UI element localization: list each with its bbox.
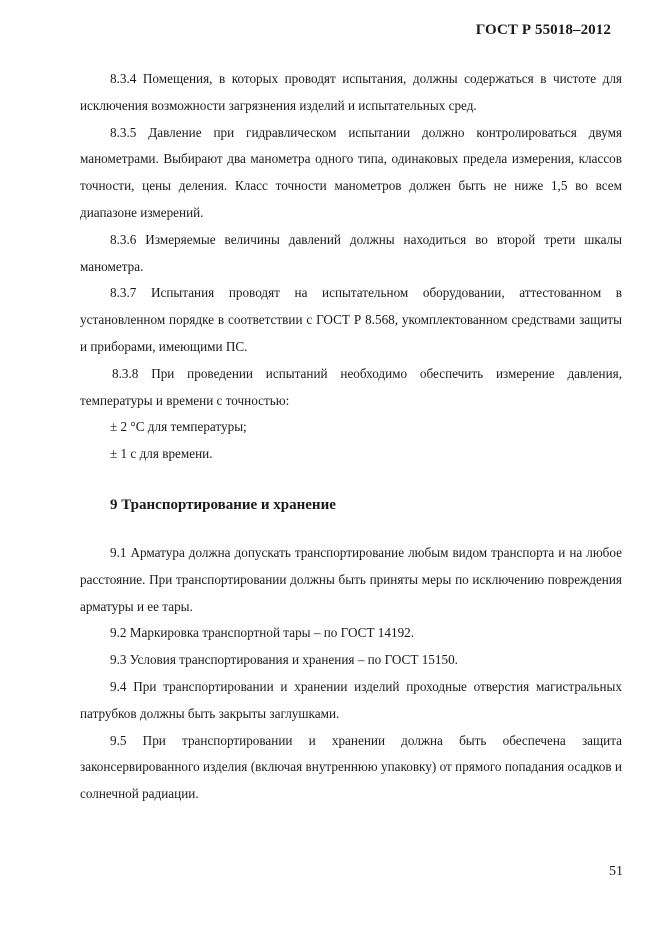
paragraph-8-3-6: 8.3.6 Измеряемые величины давлений должны находиться во второй трети шкалы манометра.: [80, 231, 622, 274]
paragraph-9-3: 9.3 Условия транспортирования и хранения – по ГОСТ 15150.: [110, 652, 458, 668]
section-heading: 9 Транспортирование и хранение: [110, 496, 336, 513]
paragraph-8-3-4: 8.3.4 Помещения, в которых проводят испытания, должны содержаться в чистоте для исключения возможности загрязнения изделий и испытательных сред.: [80, 71, 622, 113]
document-body: [80, 66, 622, 808]
tolerance-time: ± 1 с для времени.: [110, 446, 213, 462]
page-number: 51: [609, 864, 623, 879]
paragraph-8-3-8: 8.3.8 При проведении испытаний необходимо обеспечить измерение давления, температуры и времени с точностью:: [80, 365, 622, 408]
paragraph-8-3-5: 8.3.5 Давление при гидравлическом испытании должно контролироваться двумя манометрами. Выбирают два манометра одного типа, одинаковых предела измерения, классов точности, цены деления. Класс точности манометров должен быть не ниже 1,5 во всем диапазоне измерений.: [80, 124, 622, 220]
paragraph-9-5: 9.5 При транспортировании и хранении должна быть обеспечена защита законсервированного изделия (включая внутреннюю упаковку) от прямого попадания осадков и солнечной радиации.: [80, 732, 622, 802]
paragraph-9-4: 9.4 При транспортировании и хранении изделий проходные отверстия магистральных патрубков должны быть закрыты заглушками.: [80, 678, 622, 721]
paragraph-8-3-7: 8.3.7 Испытания проводят на испытательном оборудовании, аттестованном в установленном порядке в соответствии с ГОСТ Р 8.568, укомплектованном средствами защиты и приборами, имеющими ПС.: [80, 285, 622, 354]
paragraph-9-1: 9.1 Арматура должна допускать транспортирование любым видом транспорта и на любое расстояние. При транспортировании должны быть приняты меры по исключению повреждения арматуры и ее тары.: [80, 544, 622, 614]
document-header: ГОСТ Р 55018–2012: [475, 22, 611, 38]
paragraph-9-2: 9.2 Маркировка транспортной тары – по ГОСТ 14192.: [110, 625, 415, 641]
tolerance-temperature: ± 2 °С для температуры;: [110, 419, 247, 435]
